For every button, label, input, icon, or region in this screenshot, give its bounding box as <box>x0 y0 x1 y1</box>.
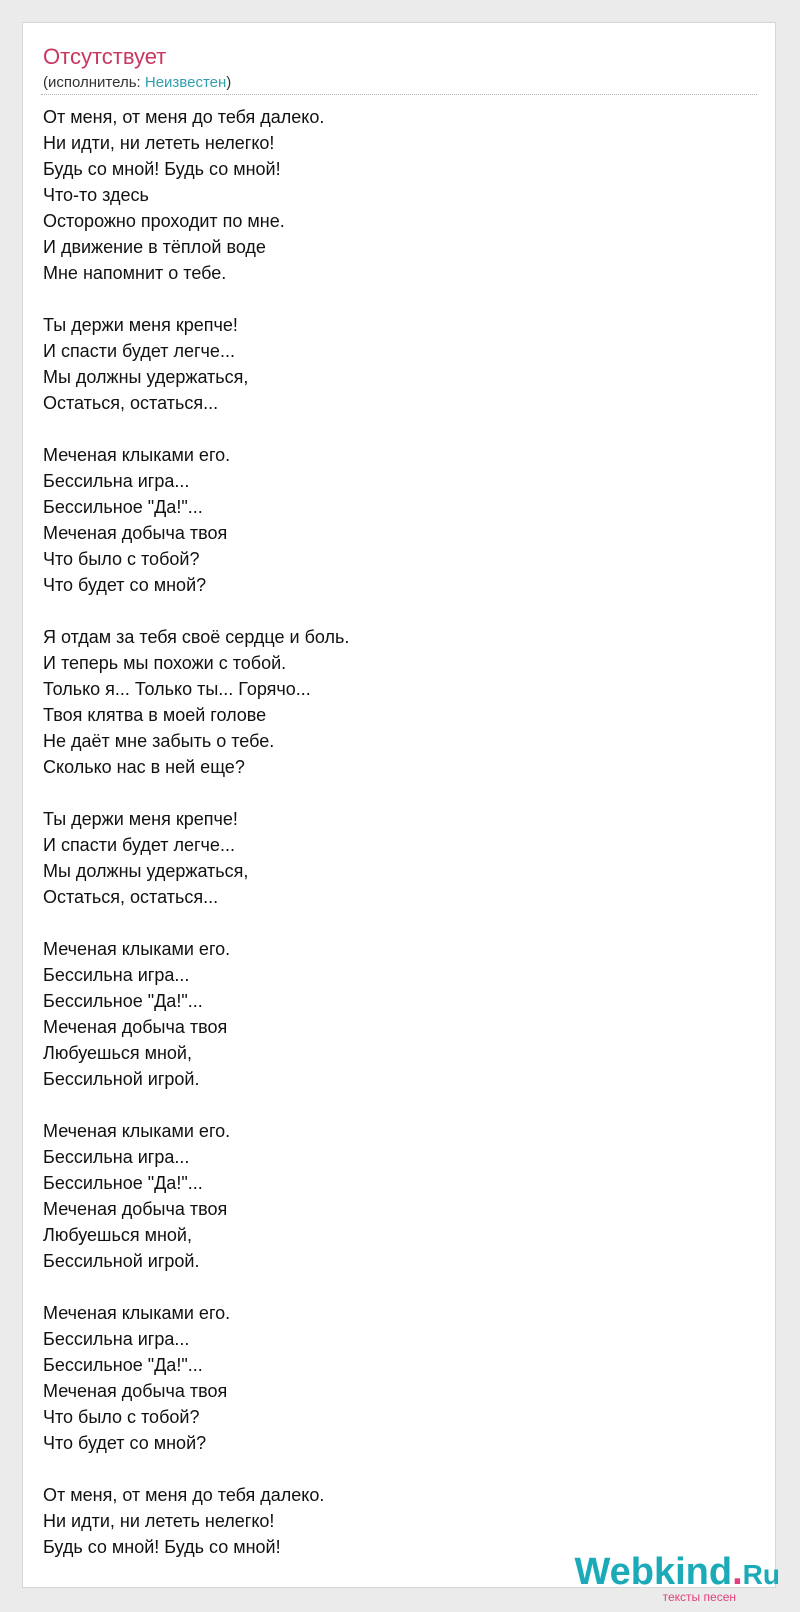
lyric-line: Только я... Только ты... Горячо... <box>43 679 311 699</box>
lyric-line: Меченая клыками его. <box>43 1303 231 1323</box>
lyric-line: И спасти будет легче... <box>43 341 235 361</box>
artist-line <box>43 73 231 93</box>
lyric-line: Что будет со мной? <box>43 575 207 595</box>
lyric-line: Меченая добыча твоя <box>43 523 228 543</box>
lyric-line: Будь со мной! Будь со мной! <box>43 1537 281 1557</box>
lyrics-stanza <box>43 442 743 598</box>
lyric-line: Бессильной игрой. <box>43 1251 200 1271</box>
song-title: Отсутствует <box>43 44 167 69</box>
lyrics-body <box>43 104 743 1586</box>
lyric-line: Любуешься мной, <box>43 1225 192 1245</box>
logo-tagline: тексты песен <box>662 1590 736 1604</box>
lyric-line: Меченая добыча твоя <box>43 1017 228 1037</box>
lyric-line: И движение в тёплой воде <box>43 237 266 257</box>
lyric-line: Что-то здесь <box>43 185 149 205</box>
artist-link[interactable]: Неизвестен <box>144 74 227 91</box>
lyric-line: Что было с тобой? <box>43 1407 200 1427</box>
lyric-line: Любуешься мной, <box>43 1043 192 1063</box>
lyric-line: Ни идти, ни лететь нелегко! <box>43 1511 275 1531</box>
webkind-logo[interactable] <box>574 1550 780 1610</box>
lyric-line: Бессильна игра... <box>43 1147 190 1167</box>
lyrics-stanza <box>43 312 743 416</box>
lyric-line: Бессильной игрой. <box>43 1069 200 1089</box>
lyrics-stanza <box>43 1118 743 1274</box>
lyric-line: Мне напомнит о тебе. <box>43 263 227 283</box>
lyric-line: Будь со мной! Будь со мной! <box>43 159 281 179</box>
lyric-line: Меченая клыками его. <box>43 1121 231 1141</box>
lyric-line: Остаться, остаться... <box>43 393 219 413</box>
lyric-line: Меченая клыками его. <box>43 939 231 959</box>
lyric-line: Бессильное "Да!"... <box>43 1173 203 1193</box>
lyric-line: Ты держи меня крепче! <box>43 809 238 829</box>
lyric-line: И спасти будет легче... <box>43 835 235 855</box>
lyric-line: Ты держи меня крепче! <box>43 315 238 335</box>
lyric-line: Бессильное "Да!"... <box>43 1355 203 1375</box>
lyric-line: Бессильна игра... <box>43 965 190 985</box>
lyrics-stanza <box>43 624 743 780</box>
lyric-line: Меченая добыча твоя <box>43 1381 228 1401</box>
lyric-line: Мы должны удержаться, <box>43 861 249 881</box>
lyric-line: Не даёт мне забыть о тебе. <box>43 731 275 751</box>
lyric-line: Меченая добыча твоя <box>43 1199 228 1219</box>
lyrics-stanza <box>43 104 743 286</box>
logo-word: Webkind <box>574 1551 733 1593</box>
lyric-line: Осторожно проходит по мне. <box>43 211 285 231</box>
lyrics-card <box>22 22 776 1588</box>
logo-dot: . <box>732 1551 743 1593</box>
lyric-line: Твоя клятва в моей голове <box>43 705 267 725</box>
title-divider <box>41 94 757 95</box>
lyric-line: Что было с тобой? <box>43 549 200 569</box>
lyric-line: От меня, от меня до тебя далеко. <box>43 1485 325 1505</box>
lyric-line: От меня, от меня до тебя далеко. <box>43 107 325 127</box>
lyric-line: И теперь мы похожи с тобой. <box>43 653 287 673</box>
lyrics-stanza <box>43 806 743 910</box>
lyric-line: Что будет со мной? <box>43 1433 207 1453</box>
lyric-line: Бессильна игра... <box>43 471 190 491</box>
lyric-line: Остаться, остаться... <box>43 887 219 907</box>
lyric-line: Бессильное "Да!"... <box>43 497 203 517</box>
artist-prefix: (исполнитель: <box>43 74 145 91</box>
lyrics-stanza <box>43 1300 743 1456</box>
lyric-line: Меченая клыками его. <box>43 445 231 465</box>
lyric-line: Бессильна игра... <box>43 1329 190 1349</box>
lyric-line: Ни идти, ни лететь нелегко! <box>43 133 275 153</box>
lyrics-stanza <box>43 1482 743 1560</box>
lyric-line: Мы должны удержаться, <box>43 367 249 387</box>
lyric-line: Я отдам за тебя своё сердце и боль. <box>43 627 350 647</box>
lyric-line: Сколько нас в ней еще? <box>43 757 245 777</box>
artist-suffix: ) <box>226 74 232 91</box>
lyric-line: Бессильное "Да!"... <box>43 991 203 1011</box>
lyrics-stanza <box>43 936 743 1092</box>
logo-tld: Ru <box>742 1559 780 1590</box>
